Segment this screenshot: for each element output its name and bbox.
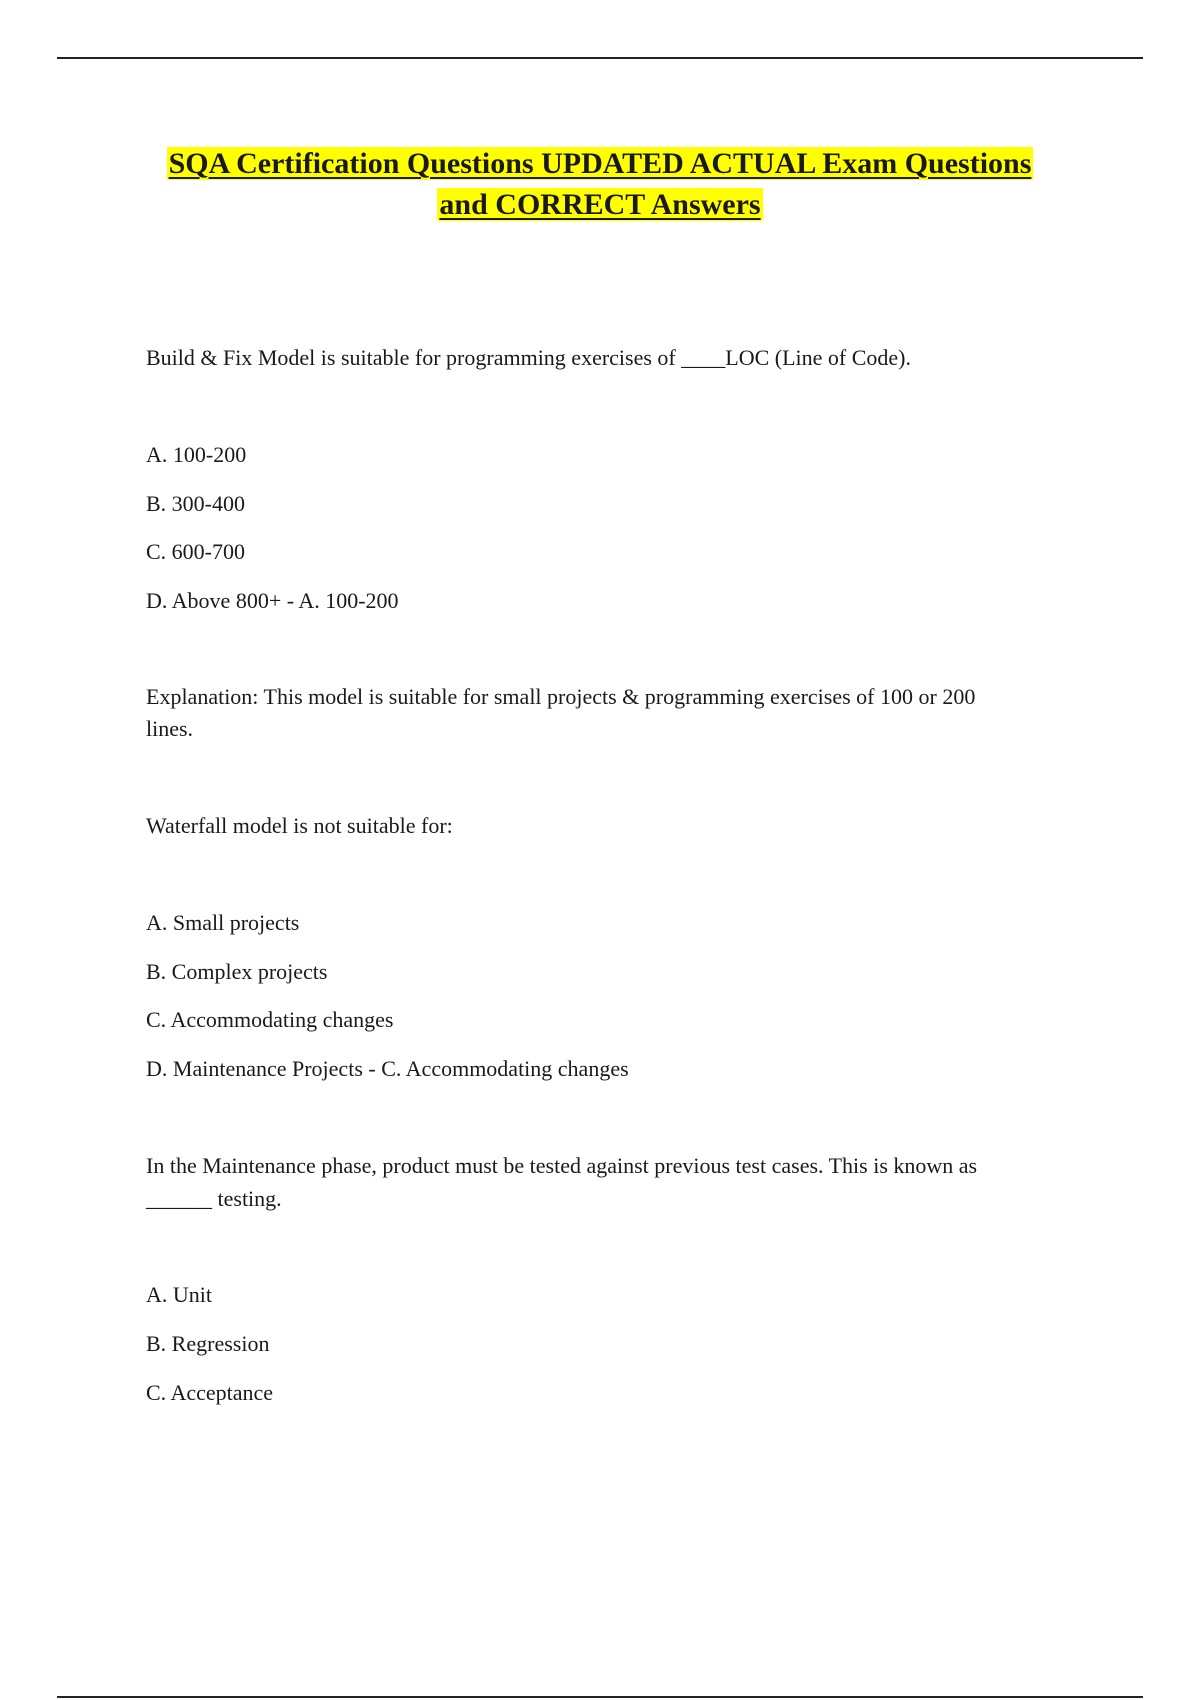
question-3-prompt-line-2: ______ testing. [146,1186,282,1211]
question-2-option-b: B. Complex projects [146,959,328,984]
question-1-explanation-line-1: Explanation: This model is suitable for small projects & programming exercises of 100 or 200 [146,684,976,709]
document-title [100,143,1100,225]
question-1-prompt: Build & Fix Model is suitable for programming exercises of ____LOC (Line of Code). [146,345,911,370]
question-2-option-d-answer: D. Maintenance Projects - C. Accommodating changes [146,1056,629,1081]
question-1-option-a: A. 100-200 [146,442,247,467]
question-1-explanation-line-2: lines. [146,716,194,741]
title-line-2: and CORRECT Answers [439,188,761,221]
question-2-option-a: A. Small projects [146,910,300,935]
title-line-1: SQA Certification Questions UPDATED ACTUAL Exam Questions [168,147,1032,180]
top-rule [57,57,1143,59]
question-3-option-c: C. Acceptance [146,1380,274,1405]
question-3-prompt-line-1: In the Maintenance phase, product must be tested against previous test cases. This is known as [146,1153,978,1178]
question-3-option-b: B. Regression [146,1331,270,1356]
question-2-option-c: C. Accommodating changes [146,1007,394,1032]
question-3-option-a: A. Unit [146,1282,212,1307]
bottom-rule [57,1696,1143,1698]
question-1-option-d-answer: D. Above 800+ - A. 100-200 [146,588,399,613]
question-1-option-b: B. 300-400 [146,491,245,516]
question-1-option-c: C. 600-700 [146,539,245,564]
question-2-prompt: Waterfall model is not suitable for: [146,813,453,838]
